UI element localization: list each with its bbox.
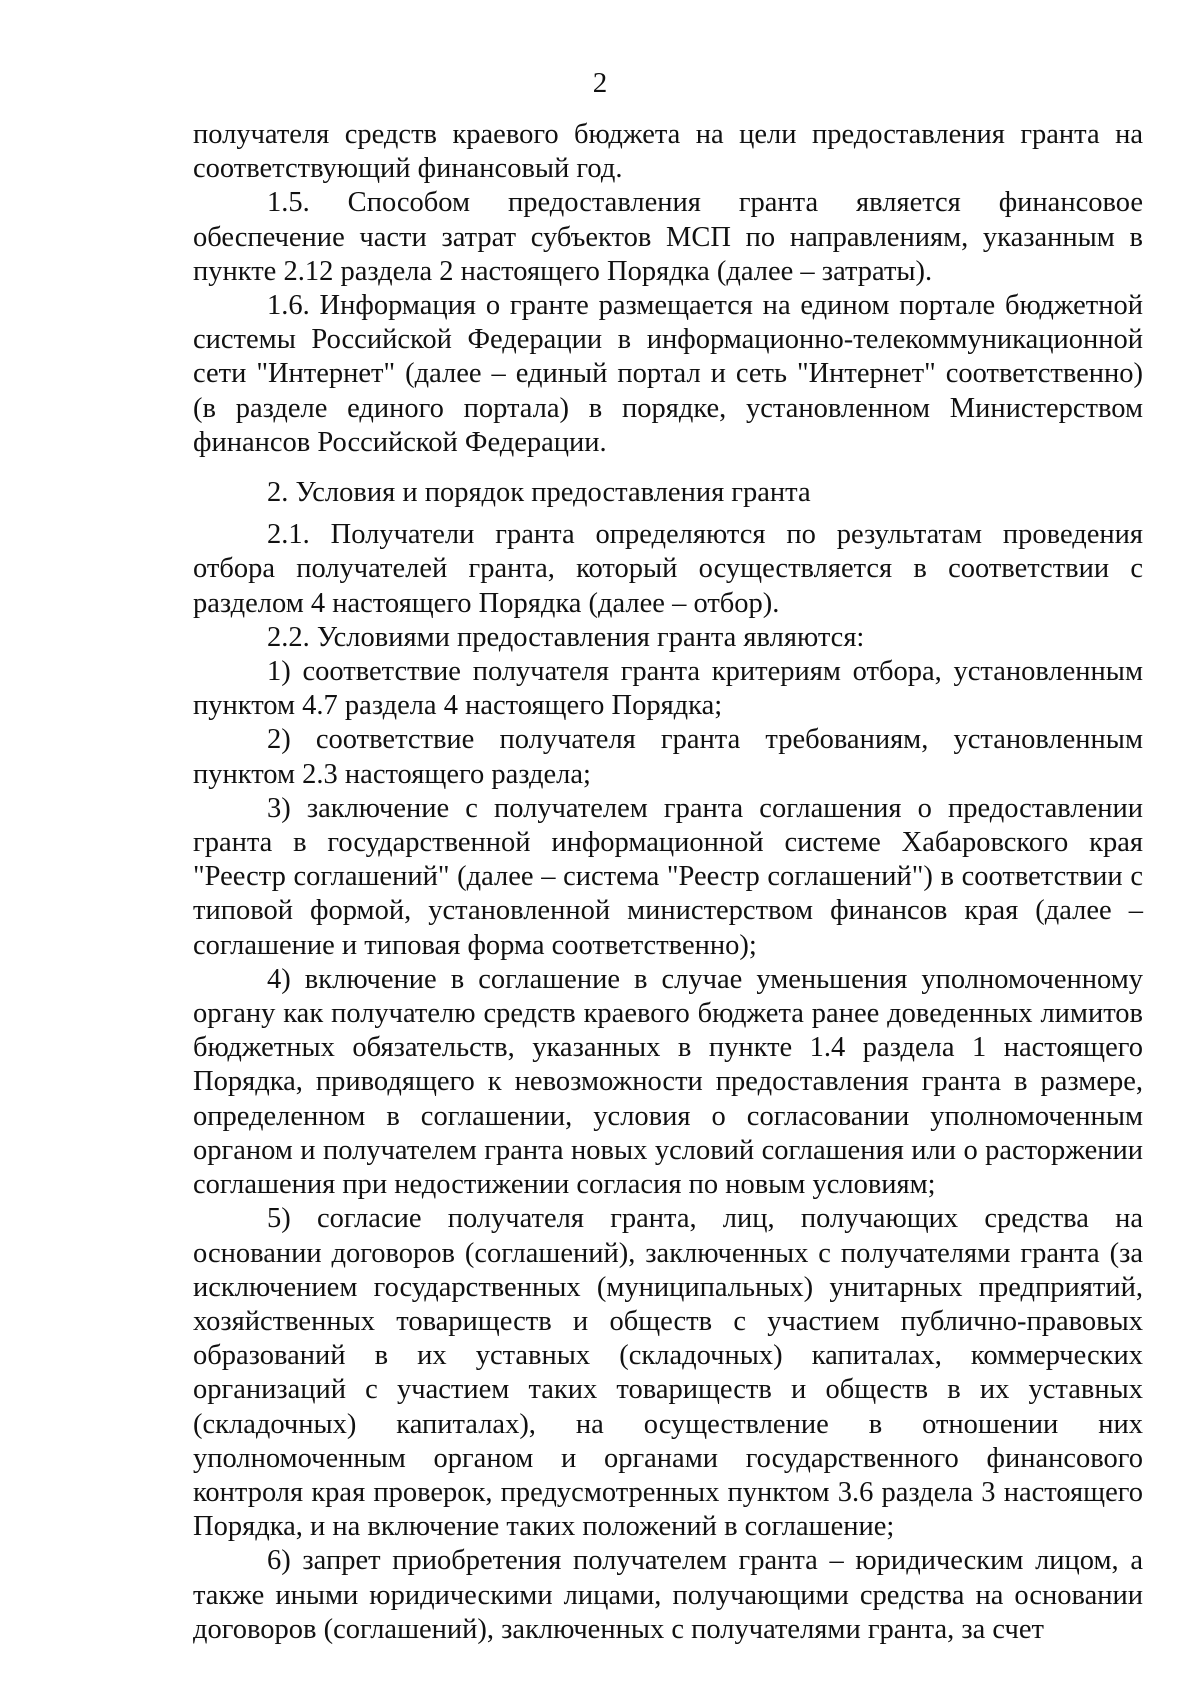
list-item-4: 4) включение в соглашение в случае уменьшения уполномоченному органу как получателю средств краевого бюджета ранее доведенных лимитов бюджетных обязательств, указанных в пункте 1.4 раздела 1 настоящего Порядка, приводящего к невозможности предоставления гранта в размере, определенном в соглашении, условия о согласовании уполномоченным органом и получателем гранта новых условий соглашения или о расторжении соглашения при недостижении согласия по новым условиям; bbox=[193, 963, 1143, 1201]
document-body bbox=[193, 118, 1143, 1647]
paragraph-1-6: 1.6. Информация о гранте размещается на едином портале бюджетной системы Российской Федерации в информационно-телекоммуникационной сети "Интернет" (далее – единый портал и сеть "Интернет" соответственно) (в разделе единого портала) в порядке, установленном Министерством финансов Российской Федерации. bbox=[193, 290, 1143, 458]
paragraph-2-1: 2.1. Получатели гранта определяются по результатам проведения отбора получателей гранта, который осуществляется в соответствии с разделом 4 настоящего Порядка (далее – отбор). bbox=[193, 519, 1143, 619]
list-item-1: 1) соответствие получателя гранта критериям отбора, установленным пунктом 4.7 раздела 4 настоящего Порядка; bbox=[193, 656, 1143, 722]
section-2-heading: 2. Условия и порядок предоставления гранта bbox=[267, 477, 811, 509]
page-number: 2 bbox=[592, 67, 608, 99]
list-item-2: 2) соответствие получателя гранта требованиям, установленным пунктом 2.3 настоящего раздела; bbox=[193, 724, 1143, 790]
paragraph-continuation: получателя средств краевого бюджета на цели предоставления гранта на соответствующий финансовый год. bbox=[193, 119, 1143, 185]
list-item-3: 3) заключение с получателем гранта соглашения о предоставлении гранта в государственной информационной системе Хабаровского края "Реестр соглашений" (далее – система "Реестр соглашений") в соответствии с типовой формой, установленной министерством финансов края (далее – соглашение и типовая форма соответственно); bbox=[193, 792, 1143, 961]
paragraph-2-2: 2.2. Условиями предоставления гранта являются: bbox=[267, 621, 865, 653]
paragraph-1-5: 1.5. Способом предоставления гранта является финансовое обеспечение части затрат субъектов МСП по направлениям, указанным в пункте 2.12 раздела 2 настоящего Порядка (далее – затраты). bbox=[193, 187, 1143, 287]
list-item-6: 6) запрет приобретения получателем гранта – юридическим лицом, а также иными юридическими лицами, получающими средства на основании договоров (соглашений), заключенных с получателями гранта, за счет bbox=[193, 1545, 1143, 1645]
list-item-5: 5) согласие получателя гранта, лиц, получающих средства на основании договоров (соглашений), заключенных с получателями гранта (за исключением государственных (муниципальных) унитарных предприятий, хозяйственных товариществ и обществ с участием публично-правовых образований в их уставных (складочных) капиталах, коммерческих организаций с участием таких товариществ и обществ в их уставных (складочных) капиталах), на осуществление в отношении них уполномоченным органом и органами государственного финансового контроля края проверок, предусмотренных пунктом 3.6 раздела 3 настоящего Порядка, и на включение таких положений в соглашение; bbox=[193, 1203, 1143, 1543]
